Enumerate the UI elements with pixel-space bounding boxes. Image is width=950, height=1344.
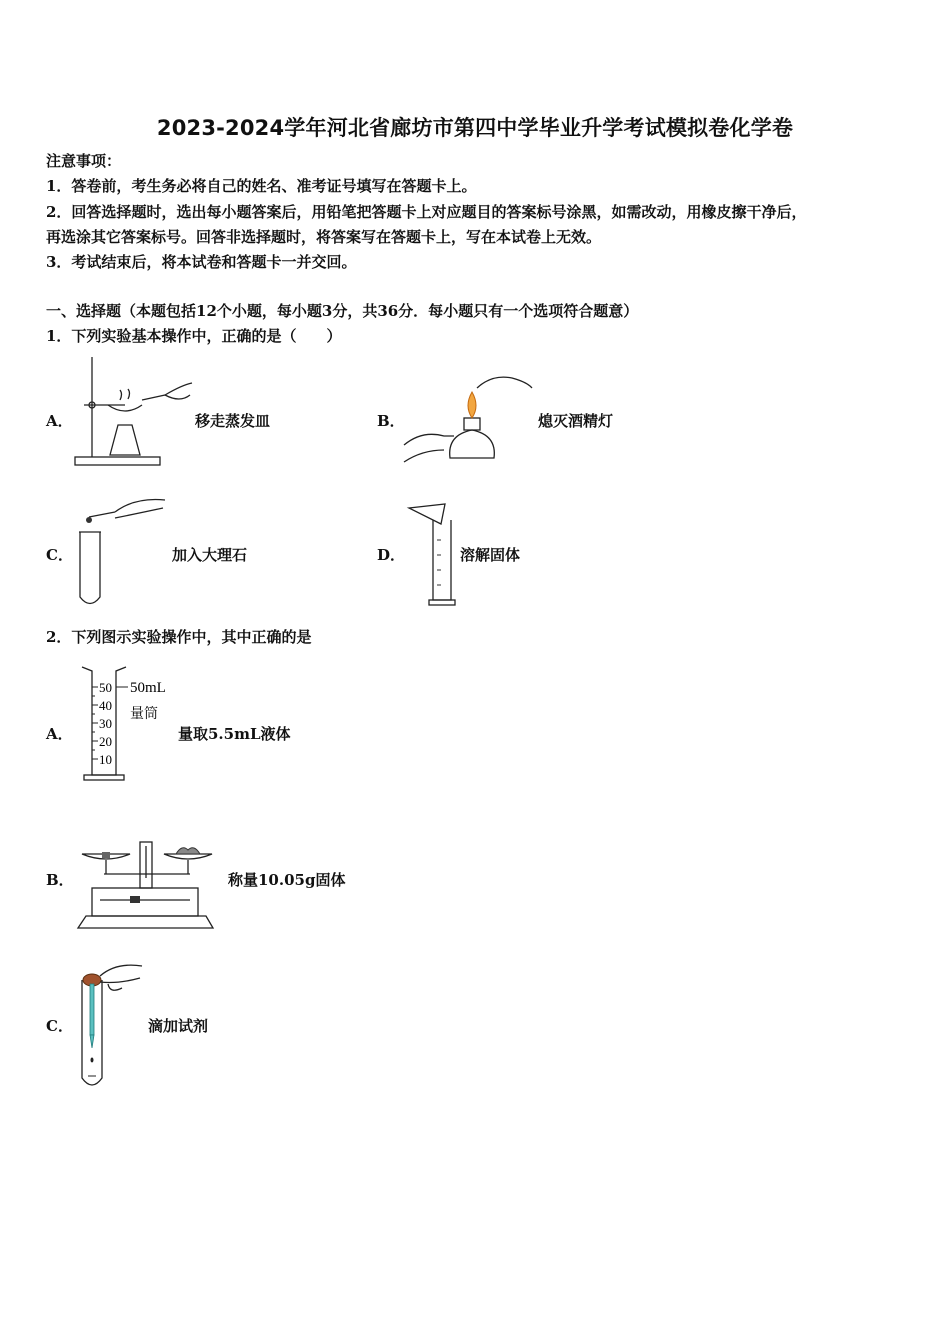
page-title: 2023-2024学年河北省廊坊市第四中学毕业升学考试模拟卷化学卷: [156, 116, 794, 140]
q2-option-a-label: A．: [46, 725, 73, 743]
q1-option-a-label: A．: [46, 412, 73, 430]
cylinder-mark-10: 10: [99, 752, 112, 767]
q1-option-b-label: B．: [377, 412, 405, 430]
dropper-test-tube-illustration: [78, 960, 148, 1092]
q1-option-d-text: 溶解固体: [460, 546, 521, 564]
question-2-stem: 2．下列图示实验操作中，其中正确的是: [46, 628, 312, 646]
graduated-cylinder-illustration: [80, 665, 180, 785]
q2-option-c-label: C．: [46, 1017, 73, 1035]
test-tube-marble-illustration: [75, 492, 175, 607]
q2-option-a-text: 量取5.5mL液体: [178, 725, 291, 743]
notice-item-2: 2．回答选择题时，选出每小题答案后，用铅笔把答题卡上对应题目的答案标号涂黑，如需改动，用橡皮擦干净后，: [46, 203, 807, 221]
q1-option-b-text: 熄灭酒精灯: [538, 412, 614, 430]
cylinder-mark-40: 40: [99, 698, 112, 713]
section-heading: 一、选择题（本题包括12个小题，每小题3分，共36分．每小题只有一个选项符合题意）: [46, 302, 639, 320]
cylinder-name-label: 量筒: [130, 706, 158, 722]
cylinder-capacity-label: 50mL: [130, 680, 166, 696]
measuring-cylinder-solid-illustration: [405, 500, 460, 608]
notice-item-3: 3．考试结束后，将本试卷和答题卡一并交回。: [46, 253, 357, 271]
cylinder-mark-20: 20: [99, 734, 112, 749]
q1-option-d-label: D．: [377, 546, 406, 564]
cylinder-mark-30: 30: [99, 716, 112, 731]
question-1-stem: 1．下列实验基本操作中，正确的是（ ）: [46, 327, 342, 345]
evaporating-dish-illustration: [70, 355, 200, 470]
notice-heading: 注意事项：: [46, 152, 122, 170]
q1-option-c-text: 加入大理石: [172, 546, 248, 564]
balance-scale-illustration: [78, 838, 218, 933]
q2-option-b-text: 称量10.05g固体: [228, 871, 346, 889]
q1-option-a-text: 移走蒸发皿: [195, 412, 271, 430]
notice-item-1: 1．答卷前，考生务必将自己的姓名、准考证号填写在答题卡上。: [46, 177, 477, 195]
cylinder-mark-50: 50: [99, 680, 112, 695]
q1-option-c-label: C．: [46, 546, 73, 564]
alcohol-lamp-illustration: [402, 370, 542, 470]
notice-item-2-cont: 再选涂其它答案标号。回答非选择题时，将答案写在答题卡上，写在本试卷上无效。: [46, 228, 602, 246]
q2-option-c-text: 滴加试剂: [148, 1017, 209, 1035]
q2-option-b-label: B．: [46, 871, 74, 889]
